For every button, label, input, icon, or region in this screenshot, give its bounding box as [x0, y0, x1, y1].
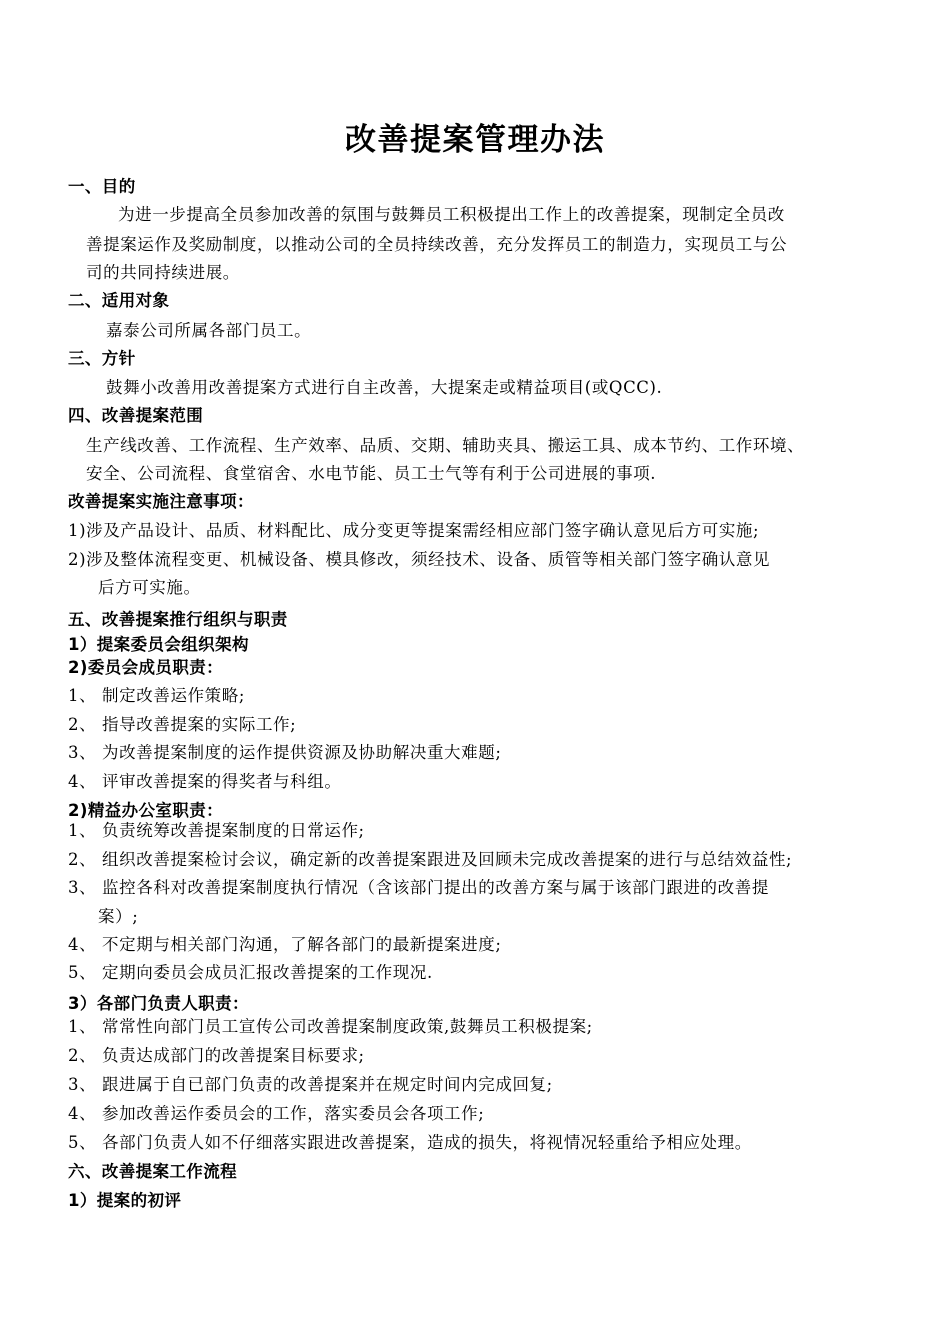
paragraph-line: 生产线改善、工作流程、生产效率、品质、交期、辅助夹具、搬运工具、成本节约、工作环境、: [86, 436, 805, 455]
list-item: 2、 负责达成部门的改善提案目标要求;: [68, 1046, 365, 1065]
list-item: 4、 参加改善运作委员会的工作，落实委员会各项工作;: [68, 1104, 485, 1123]
subheading-committee-duties: 2)委员会成员职责：: [68, 658, 224, 677]
list-item: 5、 各部门负责人如不仔细落实跟进改善提案，造成的损失，将视情况轻重给予相应处理。: [68, 1133, 752, 1152]
paragraph-line: 为进一步提高全员参加改善的氛围与鼓舞员工积极提出工作上的改善提案，现制定全员改: [118, 205, 785, 224]
list-item: 3、 为改善提案制度的运作提供资源及协助解决重大难题;: [68, 743, 502, 762]
note-item: 2)涉及整体流程变更、机械设备、模具修改，须经技术、设备、质管等相关部门签字确认意见: [68, 550, 771, 569]
section-heading-purpose: 一、目的: [68, 177, 136, 196]
subheading-lean-office-duties: 2)精益办公室职责：: [68, 801, 224, 820]
notes-heading: 改善提案实施注意事项：: [68, 492, 254, 511]
section-heading-policy: 三、方针: [68, 349, 136, 368]
section-heading-organization: 五、改善提案推行组织与职责: [68, 610, 288, 629]
paragraph-line: 司的共同持续进展。: [86, 263, 240, 282]
list-item: 1、 制定改善运作策略;: [68, 686, 246, 705]
list-item: 1、 负责统筹改善提案制度的日常运作;: [68, 821, 365, 840]
list-item: 2、 组织改善提案检讨会议，确定新的改善提案跟进及回顾未完成改善提案的进行与总结效益性;: [68, 850, 793, 869]
document-title: 改善提案管理办法: [345, 122, 605, 158]
section-heading-scope-of-application: 二、适用对象: [68, 291, 170, 310]
list-item: 4、 不定期与相关部门沟通，了解各部门的最新提案进度;: [68, 935, 502, 954]
list-item: 3、 监控各科对改善提案制度执行情况（含该部门提出的改善方案与属于该部门跟进的改善提: [68, 878, 769, 897]
note-item-continuation: 后方可实施。: [98, 578, 201, 597]
list-item: 4、 评审改善提案的得奖者与科组。: [68, 772, 342, 791]
list-item-continuation: 案）;: [98, 907, 139, 926]
note-item: 1)涉及产品设计、品质、材料配比、成分变更等提案需经相应部门签字确认意见后方可实施;: [68, 521, 760, 540]
section-heading-proposal-range: 四、改善提案范围: [68, 406, 204, 425]
subheading-initial-review: 1）提案的初评: [68, 1191, 182, 1210]
paragraph-line: 嘉泰公司所属各部门员工。: [106, 321, 312, 340]
list-item: 2、 指导改善提案的实际工作;: [68, 715, 297, 734]
subheading-department-head-duties: 3）各部门负责人职责：: [68, 994, 249, 1013]
subheading-committee-structure: 1）提案委员会组织架构: [68, 635, 249, 654]
list-item: 1、 常常性向部门员工宣传公司改善提案制度政策,鼓舞员工积极提案;: [68, 1017, 593, 1036]
list-item: 5、 定期向委员会成员汇报改善提案的工作现况.: [68, 963, 433, 982]
paragraph-line: 善提案运作及奖励制度，以推动公司的全员持续改善，充分发挥员工的制造力，实现员工与公: [86, 235, 788, 254]
list-item: 3、 跟进属于自已部门负责的改善提案并在规定时间内完成回复;: [68, 1075, 553, 1094]
paragraph-line: 安全、公司流程、食堂宿舍、水电节能、员工士气等有利于公司进展的事项.: [86, 464, 657, 483]
paragraph-line: 鼓舞小改善用改善提案方式进行自主改善，大提案走或精益项目(或QCC).: [106, 378, 663, 397]
section-heading-workflow: 六、改善提案工作流程: [68, 1162, 237, 1181]
